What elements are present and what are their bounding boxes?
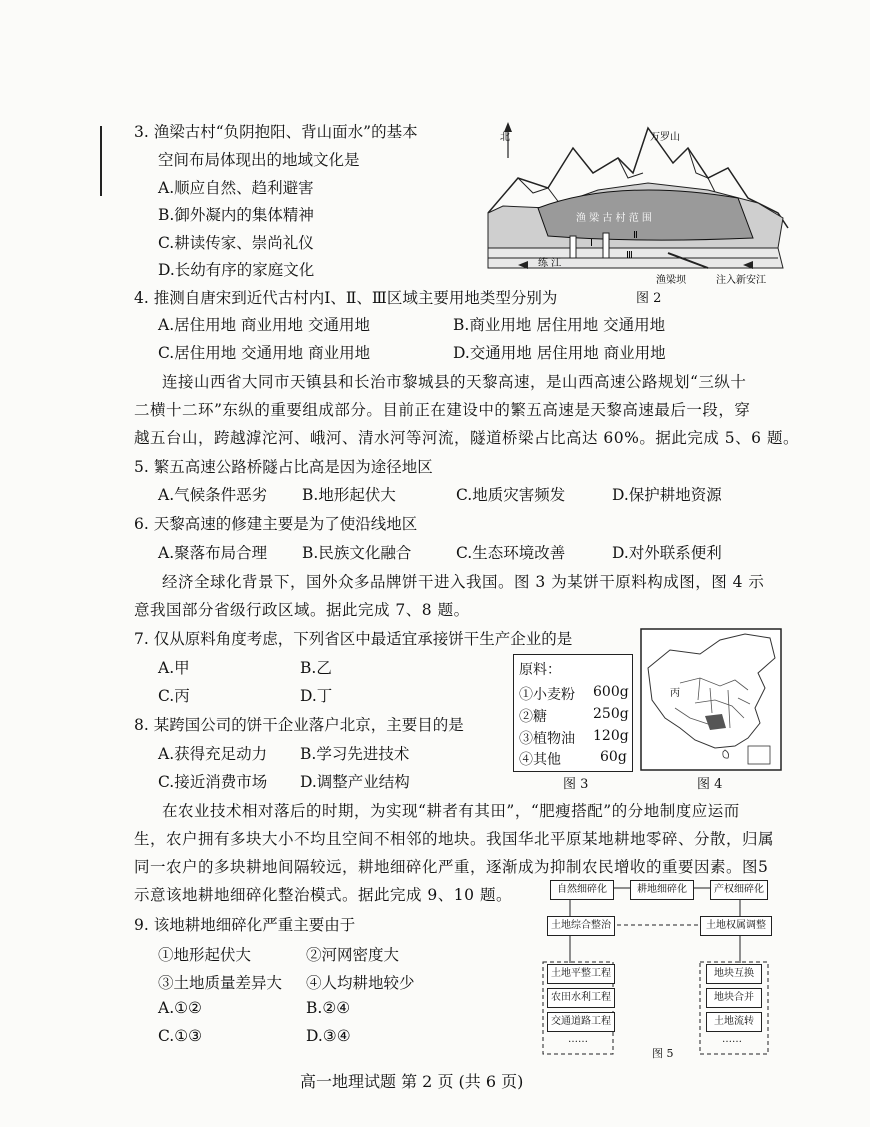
q9-option-a: A.①② bbox=[158, 999, 202, 1017]
recipe-item-amount: 600g bbox=[593, 684, 629, 700]
fig5-box-ownership-adjustment: 土地权属调整 bbox=[700, 916, 772, 936]
village-label: 渔 梁 古 村 范 围 bbox=[576, 213, 652, 224]
q9-option-b: B.②④ bbox=[306, 999, 351, 1017]
q9-statement-1: ①地形起伏大 bbox=[158, 946, 252, 964]
q4-stem: 4. 推测自唐宋到近代古村内Ⅰ、Ⅱ、Ⅲ区域主要用地类型分别为 bbox=[134, 289, 558, 307]
passage1-line2: 二横十二环”东纵的重要组成部分。目前正在建设中的繁五高速是天黎高速最后一段，穿 bbox=[134, 401, 751, 419]
page-footer: 高一地理试题 第 2 页 (共 6 页) bbox=[300, 1072, 524, 1091]
q7-stem: 7. 仅从原料角度考虑，下列省区中最适宜承接饼干生产企业的是 bbox=[134, 630, 573, 648]
figure-4-china-map bbox=[640, 628, 782, 771]
q8-option-c: C.接近消费市场 bbox=[158, 773, 268, 791]
figure-4-caption: 图 4 bbox=[697, 777, 723, 792]
q6-option-c: C.生态环境改善 bbox=[456, 544, 566, 562]
recipe-item-name: ③植物油 bbox=[519, 731, 575, 747]
q4-option-b: B.商业用地 居住用地 交通用地 bbox=[453, 316, 666, 334]
q4-option-a: A.居住用地 商业用地 交通用地 bbox=[158, 316, 370, 334]
q8-option-d: D.调整产业结构 bbox=[300, 773, 410, 791]
q7-option-d: D.丁 bbox=[300, 687, 333, 705]
north-label: 北 bbox=[500, 132, 510, 143]
q3-stem-line2: 空间布局体现出的地域文化是 bbox=[158, 151, 360, 169]
q3-option-b: B.御外凝内的集体精神 bbox=[158, 206, 314, 224]
q8-option-b: B.学习先进技术 bbox=[300, 745, 410, 763]
figure-3-ingredient-box bbox=[513, 654, 633, 772]
figure-2-village-map bbox=[478, 118, 798, 293]
recipe-item-amount: 120g bbox=[593, 728, 629, 744]
q5-option-b: B.地形起伏大 bbox=[302, 486, 396, 504]
q6-option-a: A.聚落布局合理 bbox=[158, 544, 268, 562]
q3-option-d: D.长幼有序的家庭文化 bbox=[158, 261, 315, 279]
q7-option-a: A.甲 bbox=[158, 659, 190, 677]
q6-option-d: D.对外联系便利 bbox=[612, 544, 722, 562]
recipe-item-name: ④其他 bbox=[519, 752, 561, 768]
q6-option-b: B.民族文化融合 bbox=[302, 544, 412, 562]
figure-3-caption: 图 3 bbox=[563, 777, 589, 792]
passage1-line1: 连接山西省大同市天镇县和长治市黎城县的天黎高速，是山西高速公路规划“三纵十 bbox=[162, 373, 747, 391]
q9-statement-2: ②河网密度大 bbox=[306, 946, 400, 964]
fig5-item-roads: 交通道路工程 bbox=[547, 1012, 615, 1032]
region-1-label: Ⅰ bbox=[590, 238, 593, 249]
fig5-box-farmland: 耕地细碎化 bbox=[630, 880, 694, 900]
q5-option-c: C.地质灾害频发 bbox=[456, 486, 566, 504]
passage3-line3: 同一农户的多块耕地间隔较远，耕地细碎化严重，逐渐成为抑制农民增收的重要因素。图5 bbox=[134, 858, 769, 876]
region-3-label: Ⅲ bbox=[626, 250, 633, 261]
q8-stem: 8. 某跨国公司的饼干企业落户北京，主要目的是 bbox=[134, 716, 464, 734]
q7-option-b: B.乙 bbox=[300, 659, 332, 677]
recipe-item-name: ②糖 bbox=[519, 709, 547, 725]
q5-option-d: D.保护耕地资源 bbox=[612, 486, 722, 504]
fig5-item-leveling: 土地平整工程 bbox=[547, 964, 615, 984]
q4-option-d: D.交通用地 居住用地 商业用地 bbox=[453, 344, 666, 362]
fig5-box-natural: 自然细碎化 bbox=[550, 880, 614, 900]
fig5-item-irrigation: 农田水利工程 bbox=[547, 988, 615, 1008]
figure-5-caption: 图 5 bbox=[652, 1047, 674, 1060]
figure-2-caption: 图 2 bbox=[636, 291, 662, 306]
dam-label: 渔梁坝 bbox=[656, 275, 686, 286]
fig5-box-property: 产权细碎化 bbox=[710, 880, 768, 900]
region-2-label: Ⅱ bbox=[633, 230, 638, 241]
fig5-right-ellipsis: …… bbox=[722, 1034, 742, 1045]
mountain-label: 万罗山 bbox=[650, 132, 680, 143]
q7-option-c: C.丙 bbox=[158, 687, 190, 705]
q9-stem: 9. 该地耕地细碎化严重主要由于 bbox=[134, 916, 356, 934]
xinanjiang-label: 注入新安江 bbox=[716, 275, 766, 286]
q9-statement-4: ④人均耕地较少 bbox=[306, 974, 415, 992]
fig5-item-transfer: 土地流转 bbox=[706, 1012, 762, 1032]
q6-stem: 6. 天黎高速的修建主要是为了使沿线地区 bbox=[134, 515, 418, 533]
q9-option-d: D.③④ bbox=[306, 1027, 351, 1045]
passage2-line1: 经济全球化背景下，国外众多品牌饼干进入我国。图 3 为某饼干原料构成图，图 4 示 bbox=[162, 573, 765, 591]
q9-option-c: C.①③ bbox=[158, 1027, 203, 1045]
q3-stem-line1: 3. 渔梁古村“负阴抱阳、背山面水”的基本 bbox=[134, 123, 418, 141]
recipe-item-amount: 250g bbox=[593, 706, 629, 722]
passage2-line2: 意我国部分省级行政区域。据此完成 7、8 题。 bbox=[134, 601, 470, 619]
passage3-line1: 在农业技术相对落后的时期，为实现“耕者有其田”，“肥瘦搭配”的分地制度应运而 bbox=[162, 802, 740, 820]
recipe-item-name: ①小麦粉 bbox=[519, 687, 575, 703]
fig5-item-merge: 地块合并 bbox=[706, 988, 762, 1008]
fig5-left-ellipsis: …… bbox=[568, 1034, 588, 1045]
fig5-item-swap: 地块互换 bbox=[706, 964, 762, 984]
margin-binding-line bbox=[100, 126, 102, 196]
river-lian-label: 练 江 bbox=[538, 258, 562, 269]
recipe-item-amount: 60g bbox=[600, 749, 627, 765]
recipe-title: 原料： bbox=[519, 662, 561, 678]
passage1-line3: 越五台山，跨越滹沱河、峨河、清水河等河流，隧道桥梁占比高达 60%。据此完成 5、6 题。 bbox=[134, 429, 799, 447]
passage3-line4: 示意该地耕地细碎化整治模式。据此完成 9、10 题。 bbox=[134, 886, 512, 904]
q5-stem: 5. 繁五高速公路桥隧占比高是因为途径地区 bbox=[134, 458, 433, 476]
q9-statement-3: ③土地质量差异大 bbox=[158, 974, 283, 992]
q4-option-c: C.居住用地 交通用地 商业用地 bbox=[158, 344, 371, 362]
q5-option-a: A.气候条件恶劣 bbox=[158, 486, 268, 504]
fig5-box-land-consolidation: 土地综合整治 bbox=[547, 916, 615, 936]
q3-option-a: A.顺应自然、趋利避害 bbox=[158, 179, 314, 197]
passage3-line2: 生，农户拥有多块大小不均且空间不相邻的地块。我国华北平原某地耕地零碎、分散，归属 bbox=[134, 830, 775, 848]
region-bing-label: 丙 bbox=[670, 688, 680, 699]
q8-option-a: A.获得充足动力 bbox=[158, 745, 268, 763]
q3-option-c: C.耕读传家、崇尚礼仪 bbox=[158, 234, 314, 252]
